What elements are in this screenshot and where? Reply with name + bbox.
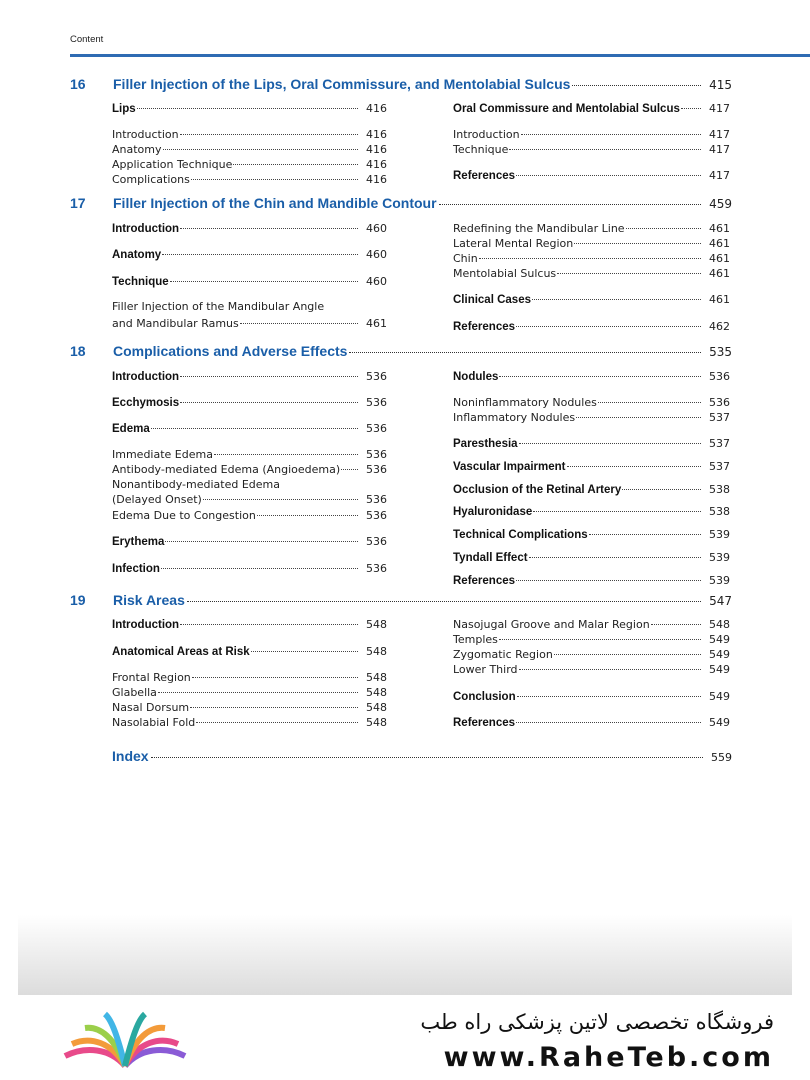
- toc-entry-page: 548: [366, 645, 387, 658]
- toc-entry[interactable]: [112, 395, 387, 411]
- toc-entry[interactable]: [112, 561, 387, 577]
- book-logo-icon: [60, 1008, 190, 1078]
- dot-leader: [499, 376, 701, 377]
- toc-entry[interactable]: [112, 447, 387, 462]
- toc-entry-label: Immediate Edema: [112, 448, 213, 461]
- toc-entry[interactable]: [112, 715, 387, 730]
- dot-leader: [517, 696, 701, 697]
- toc-entry[interactable]: [112, 617, 387, 633]
- toc-entry-label: Introduction: [112, 128, 179, 141]
- toc-entry-label: Noninflammatory Nodules: [453, 396, 597, 409]
- toc-entry-page: 539: [709, 574, 730, 587]
- toc-entry-label: Clinical Cases: [453, 294, 531, 306]
- toc-entry-label: Application Technique: [112, 158, 233, 171]
- toc-entry-label: Introduction: [112, 223, 180, 235]
- chapter-page: 535: [709, 345, 732, 359]
- toc-entry[interactable]: [453, 550, 730, 566]
- toc-entry-page: 417: [709, 102, 730, 115]
- chapter-number: 19: [70, 592, 86, 608]
- toc-entry-page: 548: [366, 671, 387, 684]
- chapter-number: 18: [70, 343, 86, 359]
- toc-entry-label: Lips: [112, 103, 136, 115]
- toc-entry-page: 461: [709, 293, 730, 306]
- toc-entry[interactable]: [453, 236, 730, 251]
- index-label: Index: [112, 748, 149, 764]
- toc-entry-continued: Nonantibody-mediated Edema: [112, 478, 280, 491]
- brand-persian: فروشگاه تخصصی لاتین پزشکی راه طب: [420, 1010, 774, 1034]
- toc-entry[interactable]: [112, 462, 387, 477]
- dot-leader: [162, 254, 358, 255]
- brand-url: www.RaheTeb.com: [443, 1042, 774, 1073]
- toc-entry-label: Nasojugal Groove and Malar Region: [453, 618, 650, 631]
- dot-leader: [519, 443, 701, 444]
- dot-leader: [180, 376, 358, 377]
- dot-leader: [137, 108, 358, 109]
- toc-entry-page: 461: [709, 222, 730, 235]
- toc-entry-page: 460: [366, 248, 387, 261]
- toc-entry-label: Nodules: [453, 371, 499, 383]
- toc-entry[interactable]: [453, 221, 730, 236]
- toc-entry-page: 536: [366, 493, 387, 506]
- toc-entry-page: 461: [709, 252, 730, 265]
- toc-entry-label: Zygomatic Region: [453, 648, 553, 661]
- toc-entry[interactable]: [112, 534, 387, 550]
- toc-entry[interactable]: [453, 715, 730, 731]
- toc-entry[interactable]: [112, 274, 387, 290]
- footer-shadow: [18, 915, 792, 995]
- toc-entry-label: Technique: [112, 276, 169, 288]
- toc-entry[interactable]: [453, 436, 730, 452]
- toc-entry-page: 536: [366, 396, 387, 409]
- toc-entry-label: Edema Due to Congestion: [112, 509, 256, 522]
- toc-entry[interactable]: [112, 369, 387, 385]
- toc-entry-label: Vascular Impairment: [453, 461, 566, 473]
- toc-entry[interactable]: [112, 700, 387, 715]
- toc-entry[interactable]: [112, 316, 387, 331]
- dot-leader: [240, 323, 358, 324]
- toc-entry-label: Glabella: [112, 686, 157, 699]
- toc-entry-label: Hyaluronidase: [453, 506, 533, 518]
- dot-leader: [158, 692, 358, 693]
- toc-entry-page: 536: [366, 509, 387, 522]
- toc-entry-page: 548: [709, 618, 730, 631]
- toc-entry-page: 536: [709, 396, 730, 409]
- toc-entry[interactable]: [112, 685, 387, 700]
- toc-entry[interactable]: [112, 508, 387, 523]
- toc-entry-label: Nasal Dorsum: [112, 701, 190, 714]
- toc-entry-page: 536: [366, 463, 387, 476]
- toc-entry-page: 538: [709, 483, 730, 496]
- toc-entry[interactable]: [453, 266, 730, 281]
- toc-entry-label: Frontal Region: [112, 671, 191, 684]
- toc-entry[interactable]: [112, 670, 387, 685]
- header-rule: [70, 54, 810, 57]
- toc-entry-label: Anatomy: [112, 143, 162, 156]
- toc-entry-page: 417: [709, 128, 730, 141]
- toc-entry-page: 416: [366, 143, 387, 156]
- toc-entry-label: Occlusion of the Retinal Artery: [453, 484, 622, 496]
- toc-entry-label: References: [453, 170, 516, 182]
- toc-entry-page: 460: [366, 222, 387, 235]
- toc-entry-page: 417: [709, 169, 730, 182]
- toc-entry-label: Lateral Mental Region: [453, 237, 574, 250]
- toc-entry-label: Complications: [112, 173, 190, 186]
- toc-entry-label: Redefining the Mandibular Line: [453, 222, 625, 235]
- index-page: 559: [711, 751, 732, 764]
- running-head: Content: [70, 34, 104, 45]
- dot-leader: [203, 499, 358, 500]
- toc-entry[interactable]: [453, 251, 730, 266]
- dot-leader: [576, 417, 701, 418]
- dot-leader: [192, 677, 358, 678]
- toc-entry[interactable]: [112, 221, 387, 237]
- dot-leader: [521, 134, 701, 135]
- dot-leader: [257, 515, 358, 516]
- dot-leader: [567, 466, 702, 467]
- toc-entry-page: 537: [709, 411, 730, 424]
- chapter-number: 17: [70, 195, 86, 211]
- chapter-title: Risk Areas: [113, 592, 185, 608]
- toc-entry-label: Introduction: [112, 371, 180, 383]
- chapter-title: Complications and Adverse Effects: [113, 343, 348, 359]
- toc-entry[interactable]: [453, 482, 730, 498]
- dot-leader: [161, 568, 358, 569]
- toc-entry[interactable]: [453, 319, 730, 335]
- toc-entry[interactable]: [112, 157, 387, 172]
- toc-entry-label: Mentolabial Sulcus: [453, 267, 557, 280]
- toc-entry-label: Tyndall Effect: [453, 552, 528, 564]
- toc-entry[interactable]: [453, 410, 730, 425]
- toc-entry-label: Inflammatory Nodules: [453, 411, 576, 424]
- dot-leader: [214, 454, 358, 455]
- toc-entry[interactable]: [453, 632, 730, 647]
- dot-leader: [341, 469, 358, 470]
- toc-entry[interactable]: [112, 421, 387, 437]
- toc-entry-page: 539: [709, 528, 730, 541]
- toc-entry-page: 536: [709, 370, 730, 383]
- dot-leader: [251, 651, 358, 652]
- chapter-page: 459: [709, 197, 732, 211]
- toc-entry[interactable]: [112, 247, 387, 263]
- toc-entry-page: 416: [366, 128, 387, 141]
- index-entry[interactable]: [112, 748, 732, 764]
- dot-leader: [516, 175, 701, 176]
- dot-leader: [554, 654, 701, 655]
- chapter-title: Filler Injection of the Lips, Oral Commissure, and Mentolabial Sulcus: [113, 76, 571, 92]
- dot-leader: [165, 541, 358, 542]
- toc-entry-page: 548: [366, 716, 387, 729]
- toc-entry-page: 537: [709, 460, 730, 473]
- dot-leader: [479, 258, 701, 259]
- toc-entry-label: Anatomical Areas at Risk: [112, 646, 250, 658]
- toc-entry-label: (Delayed Onset): [112, 493, 202, 506]
- toc-entry-label: Ecchymosis: [112, 397, 180, 409]
- toc-entry-label: Introduction: [453, 128, 520, 141]
- toc-entry[interactable]: [112, 142, 387, 157]
- dot-leader: [190, 707, 358, 708]
- toc-entry-label: Chin: [453, 252, 478, 265]
- dot-leader: [574, 243, 701, 244]
- toc-entry-label: Nasolabial Fold: [112, 716, 196, 729]
- toc-entry-label: Lower Third: [453, 663, 518, 676]
- toc-entry[interactable]: [453, 292, 730, 308]
- toc-entry-page: 536: [366, 562, 387, 575]
- toc-entry-page: 416: [366, 102, 387, 115]
- toc-entry[interactable]: [453, 573, 730, 589]
- dot-leader: [499, 639, 701, 640]
- toc-entry[interactable]: [453, 459, 730, 475]
- toc-entry-page: 548: [366, 686, 387, 699]
- toc-entry-label: Oral Commissure and Mentolabial Sulcus: [453, 103, 680, 115]
- dot-leader: [516, 326, 701, 327]
- dot-leader: [196, 722, 358, 723]
- toc-entry-page: 548: [366, 701, 387, 714]
- toc-entry-continued: Filler Injection of the Mandibular Angle: [112, 300, 325, 313]
- toc-entry-label: References: [453, 321, 516, 333]
- toc-entry-page: 549: [709, 690, 730, 703]
- dot-leader: [529, 557, 701, 558]
- toc-entry-label: References: [453, 575, 516, 587]
- toc-entry-label: Antibody-mediated Edema (Angioedema): [112, 463, 341, 476]
- toc-entry[interactable]: [112, 172, 387, 187]
- dot-leader: [651, 624, 701, 625]
- toc-entry[interactable]: [453, 101, 730, 117]
- toc-entry-label: Paresthesia: [453, 438, 518, 450]
- toc-entry[interactable]: [112, 127, 387, 142]
- dot-leader: [557, 273, 701, 274]
- toc-entry-label: Edema: [112, 423, 150, 435]
- toc-entry-page: 549: [709, 648, 730, 661]
- toc-entry[interactable]: [453, 527, 730, 543]
- toc-entry[interactable]: [453, 127, 730, 142]
- toc-entry-page: 539: [709, 551, 730, 564]
- dot-leader: [516, 722, 701, 723]
- toc-entry-page: 549: [709, 716, 730, 729]
- toc-entry-page: 536: [366, 370, 387, 383]
- dot-leader: [180, 134, 358, 135]
- toc-entry-page: 460: [366, 275, 387, 288]
- dot-leader: [151, 428, 358, 429]
- dot-leader: [533, 511, 701, 512]
- chapter-number: 16: [70, 76, 86, 92]
- dot-leader: [170, 281, 358, 282]
- toc-entry-page: 416: [366, 158, 387, 171]
- toc-entry[interactable]: [453, 369, 730, 385]
- toc-entry-label: References: [453, 717, 516, 729]
- dot-leader: [180, 228, 358, 229]
- dot-leader: [589, 534, 701, 535]
- dot-leader: [626, 228, 701, 229]
- toc-entry-label: Technical Complications: [453, 529, 588, 541]
- toc-entry-label: Anatomy: [112, 249, 162, 261]
- toc-entry[interactable]: [453, 168, 730, 184]
- dot-leader: [180, 402, 358, 403]
- toc-entry[interactable]: [112, 101, 387, 117]
- toc-entry-page: 537: [709, 437, 730, 450]
- toc-entry-page: 461: [366, 317, 387, 330]
- toc-entry[interactable]: [453, 395, 730, 410]
- chapter-title: Filler Injection of the Chin and Mandible Contour: [113, 195, 437, 211]
- toc-entry-page: 538: [709, 505, 730, 518]
- toc-entry[interactable]: [112, 644, 387, 660]
- toc-entry-page: 536: [366, 448, 387, 461]
- toc-entry[interactable]: [453, 142, 730, 157]
- dot-leader: [681, 108, 701, 109]
- dot-leader: [509, 149, 701, 150]
- toc-entry-label: Technique: [453, 143, 509, 156]
- toc-entry-label: Erythema: [112, 536, 165, 548]
- dot-leader: [598, 402, 701, 403]
- toc-entry-page: 548: [366, 618, 387, 631]
- toc-entry-page: 416: [366, 173, 387, 186]
- chapter-page: 547: [709, 594, 732, 608]
- toc-entry-page: 549: [709, 633, 730, 646]
- toc-entry[interactable]: [453, 662, 730, 677]
- toc-entry-page: 536: [366, 535, 387, 548]
- toc-entry-label: Infection: [112, 563, 160, 575]
- toc-entry-label: Conclusion: [453, 691, 516, 703]
- toc-entry[interactable]: [453, 617, 730, 632]
- toc-entry[interactable]: [453, 689, 730, 705]
- toc-entry-page: 461: [709, 237, 730, 250]
- dot-leader: [180, 624, 358, 625]
- dot-leader: [516, 580, 701, 581]
- toc-entry-page: 461: [709, 267, 730, 280]
- toc-entry-label: Temples: [453, 633, 498, 646]
- toc-entry[interactable]: [453, 647, 730, 662]
- toc-entry-page: 549: [709, 663, 730, 676]
- dot-leader: [519, 669, 701, 670]
- dot-leader: [163, 149, 358, 150]
- toc-entry[interactable]: [453, 504, 730, 520]
- chapter-page: 415: [709, 78, 732, 92]
- dot-leader: [532, 299, 701, 300]
- toc-entry-page: 417: [709, 143, 730, 156]
- dot-leader: [622, 489, 701, 490]
- toc-entry-page: 462: [709, 320, 730, 333]
- toc-entry-label: Introduction: [112, 619, 180, 631]
- dot-leader: [191, 179, 358, 180]
- toc-entry[interactable]: [112, 492, 387, 507]
- toc-entry-page: 536: [366, 422, 387, 435]
- toc-entry-label: and Mandibular Ramus: [112, 317, 239, 330]
- dot-leader: [233, 164, 358, 165]
